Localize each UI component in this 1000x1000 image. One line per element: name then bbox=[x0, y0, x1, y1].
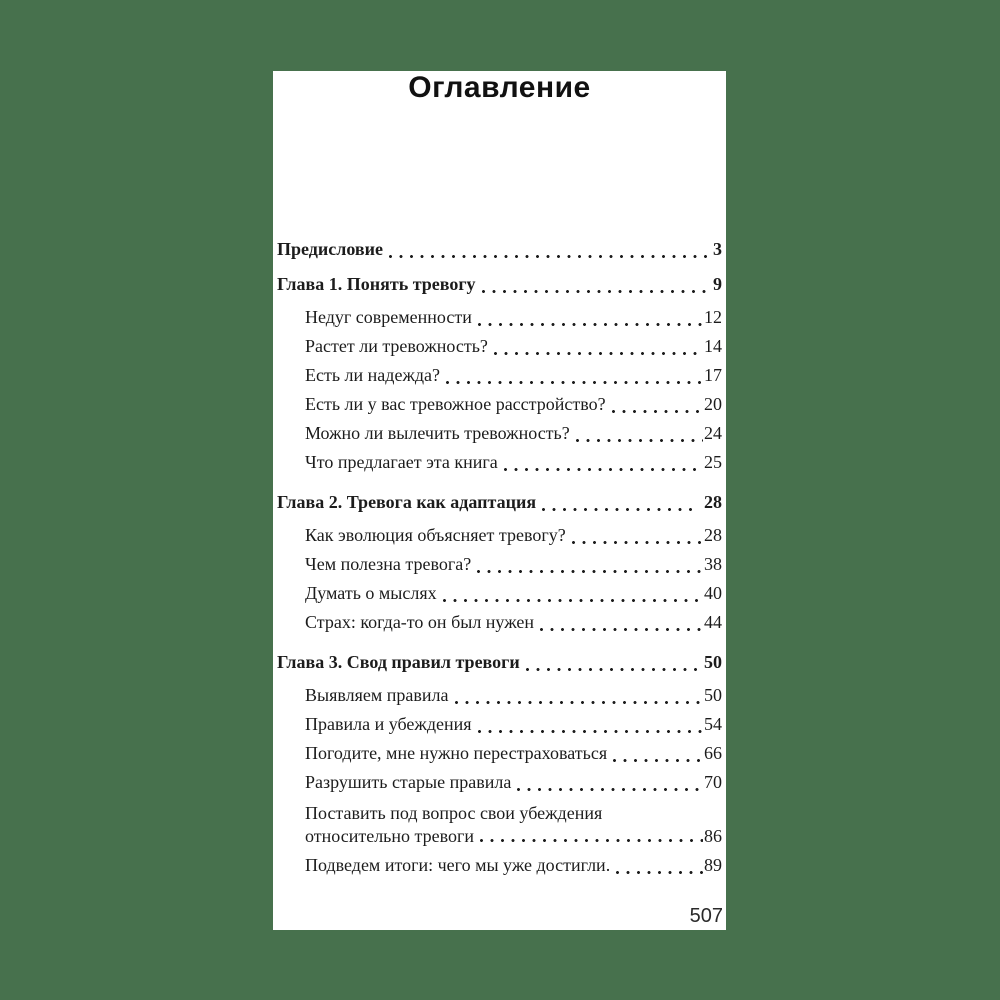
toc-entry[interactable] bbox=[277, 488, 722, 517]
toc-page-number: 50 bbox=[704, 652, 722, 672]
dot-leader bbox=[576, 419, 703, 448]
toc-entry[interactable] bbox=[277, 419, 722, 448]
page-title: Оглавление bbox=[408, 71, 591, 104]
toc-page-number: 70 bbox=[704, 772, 722, 792]
toc-entry[interactable] bbox=[277, 608, 722, 637]
toc-entry-label: Глава 3. Свод правил тревоги bbox=[277, 652, 520, 672]
toc-entry[interactable] bbox=[277, 739, 722, 768]
toc-page-number: 12 bbox=[704, 307, 722, 327]
toc-entry-label: Глава 2. Тревога как адаптация bbox=[277, 492, 537, 512]
toc-entry[interactable] bbox=[277, 270, 722, 299]
toc-page-number: 44 bbox=[704, 612, 722, 632]
toc-entry[interactable] bbox=[277, 851, 722, 880]
toc-entry-label: Правила и убеждения bbox=[305, 714, 472, 734]
toc-page-number: 54 bbox=[704, 714, 722, 734]
toc-page-number: 24 bbox=[704, 423, 722, 443]
toc-entry-label: Предисловие bbox=[277, 239, 383, 259]
toc-page-number: 17 bbox=[704, 365, 722, 385]
dot-leader bbox=[517, 768, 703, 797]
folio-page-number: 507 bbox=[689, 905, 723, 927]
toc-entry[interactable] bbox=[277, 390, 722, 419]
toc-page-number: 3 bbox=[713, 239, 722, 259]
toc-entry[interactable] bbox=[277, 550, 722, 579]
dot-leader bbox=[477, 550, 703, 579]
toc-page-number: 28 bbox=[704, 492, 722, 512]
toc-page-number: 38 bbox=[704, 554, 722, 574]
toc-page-number: 86 bbox=[704, 826, 722, 846]
toc-entry[interactable] bbox=[277, 235, 722, 264]
toc-entry-label: Есть ли надежда? bbox=[305, 365, 441, 385]
toc-entry-label: Есть ли у вас тревожное расстройство? bbox=[305, 394, 606, 414]
toc-entry-label: Разрушить старые правила bbox=[305, 772, 512, 792]
toc-entry-label: Что предлагает эта книга bbox=[305, 452, 498, 472]
toc-page-number: 25 bbox=[704, 452, 722, 472]
toc-page-number: 89 bbox=[704, 855, 722, 875]
toc-entry-label: Недуг современности bbox=[305, 307, 472, 327]
toc-entry[interactable] bbox=[277, 579, 722, 608]
toc-entry[interactable] bbox=[277, 710, 722, 739]
toc-entry-label: Поставить под вопрос свои убеждения bbox=[305, 803, 603, 823]
book-page bbox=[273, 71, 726, 930]
dot-leader bbox=[572, 521, 703, 550]
toc-entry-label: Глава 1. Понять тревогу bbox=[277, 274, 476, 294]
toc-entry-label: Выявляем правила bbox=[305, 685, 449, 705]
table-of-contents bbox=[277, 235, 722, 880]
toc-page-number: 40 bbox=[704, 583, 722, 603]
toc-entry-label: Подведем итоги: чего мы уже достигли. bbox=[305, 855, 611, 875]
toc-entry[interactable] bbox=[277, 361, 722, 390]
toc-entry-label: Можно ли вылечить тревожность? bbox=[305, 423, 570, 443]
dot-leader bbox=[526, 648, 698, 677]
toc-entry[interactable] bbox=[277, 521, 722, 550]
toc-page-number: 28 bbox=[704, 525, 722, 545]
dot-leader bbox=[616, 851, 703, 880]
toc-entry[interactable] bbox=[277, 332, 722, 361]
toc-page-number: 50 bbox=[704, 685, 722, 705]
toc-page-number: 9 bbox=[713, 274, 722, 294]
toc-entry[interactable] bbox=[277, 303, 722, 332]
toc-entry-label: Думать о мыслях bbox=[305, 583, 437, 603]
toc-entry-label: Страх: когда-то он был нужен bbox=[305, 612, 535, 632]
dot-leader bbox=[612, 390, 703, 419]
toc-page-number: 14 bbox=[704, 336, 722, 356]
dot-leader bbox=[494, 332, 703, 361]
toc-entry[interactable] bbox=[277, 802, 722, 848]
dot-leader bbox=[504, 448, 703, 477]
dot-leader bbox=[480, 825, 703, 848]
dot-leader bbox=[613, 739, 703, 768]
dot-leader bbox=[455, 681, 703, 710]
toc-entry-label: относительно тревоги bbox=[305, 826, 474, 846]
dot-leader bbox=[389, 235, 707, 264]
dot-leader bbox=[446, 361, 703, 390]
dot-leader bbox=[482, 270, 707, 299]
dot-leader bbox=[542, 488, 698, 517]
toc-entry-label: Как эволюция объясняет тревогу? bbox=[305, 525, 566, 545]
dot-leader bbox=[478, 710, 703, 739]
dot-leader bbox=[540, 608, 703, 637]
toc-entry-label: Чем полезна тревога? bbox=[305, 554, 472, 574]
toc-page-number: 20 bbox=[704, 394, 722, 414]
toc-entry-label: Растет ли тревожность? bbox=[305, 336, 488, 356]
dot-leader bbox=[443, 579, 703, 608]
toc-entry[interactable] bbox=[277, 768, 722, 797]
dot-leader bbox=[478, 303, 703, 332]
toc-entry[interactable] bbox=[277, 681, 722, 710]
toc-entry[interactable] bbox=[277, 648, 722, 677]
toc-page-number: 66 bbox=[704, 743, 722, 763]
toc-entry-label: Погодите, мне нужно перестраховаться bbox=[305, 743, 608, 763]
toc-entry[interactable] bbox=[277, 448, 722, 477]
